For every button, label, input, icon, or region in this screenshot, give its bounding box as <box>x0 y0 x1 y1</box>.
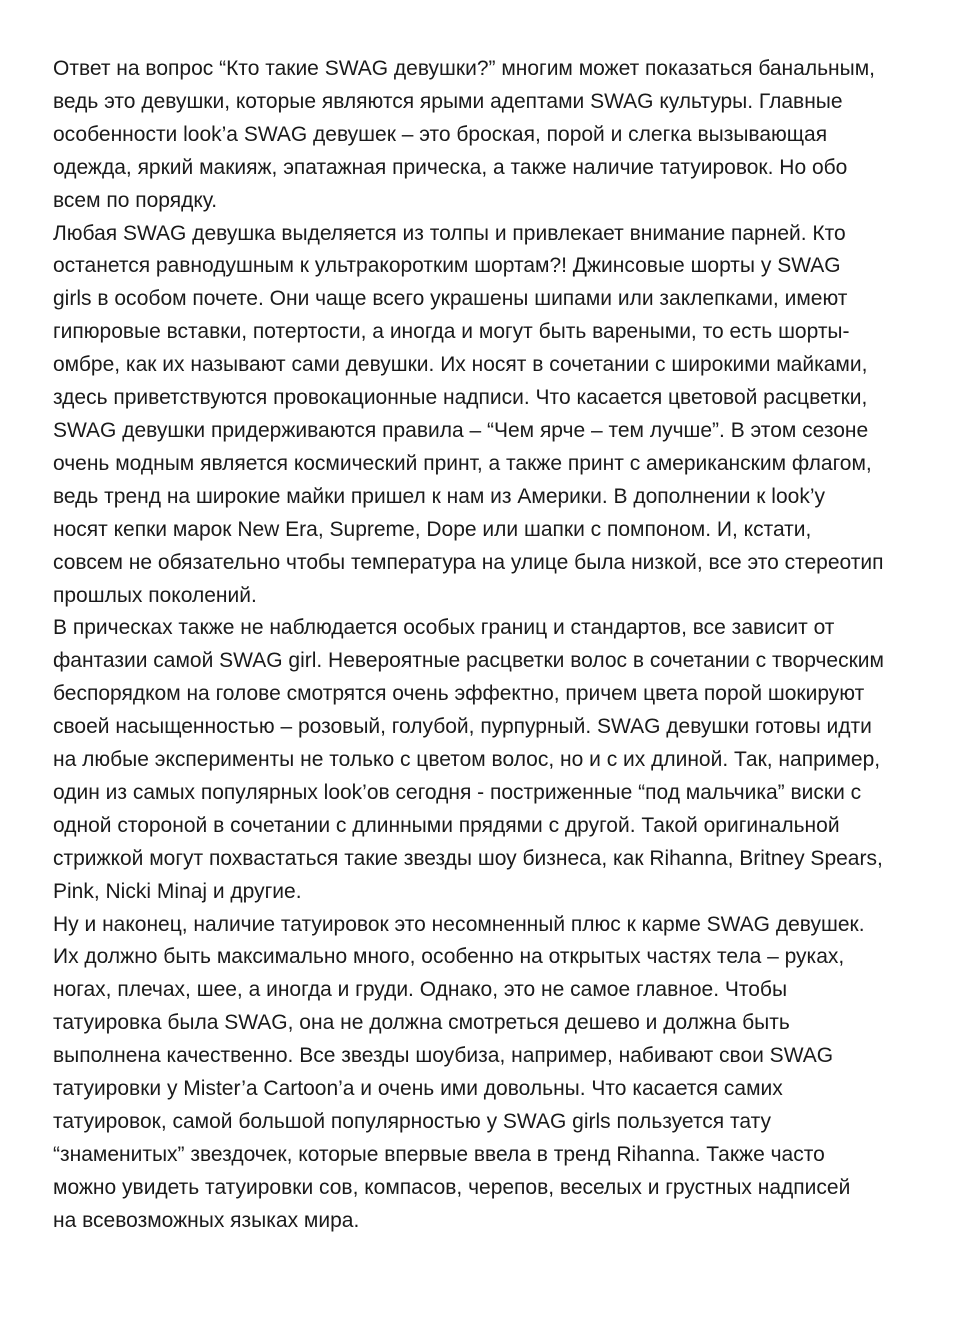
text-line: здесь приветствуются провокационные надписи. Что касается цветовой расцветки, <box>53 386 868 410</box>
text-line: носят кепки марок New Era, Supreme, Dope или шапки с помпоном. И, кстати, <box>53 517 812 541</box>
text-line: на всевозможных языках мира. <box>53 1208 360 1232</box>
text-line: Pink, Nicki Minaj и другие. <box>53 879 302 903</box>
text-line: омбре, как их называют сами девушки. Их носят в сочетании с широкими майками, <box>53 353 868 377</box>
text-line: один из самых популярных look’ов сегодня - постриженные “под мальчика” виски с <box>53 780 862 804</box>
text-line: всем по порядку. <box>53 188 218 212</box>
text-line: одной стороной в сочетании с длинными прядями с другой. Такой оригинальной <box>53 813 840 837</box>
text-line: фантазии самой SWAG girl. Невероятные расцветки волос в сочетании с творческим <box>53 649 884 673</box>
text-line: Их должно быть максимально много, особенно на открытых частях тела – руках, <box>53 945 845 969</box>
text-line: своей насыщенностью – розовый, голубой, пурпурный. SWAG девушки готовы идти <box>53 715 872 739</box>
text-line: можно увидеть татуировки сов, компасов, черепов, веселых и грустных надписей <box>53 1175 851 1199</box>
text-line: Любая SWAG девушка выделяется из толпы и привлекает внимание парней. Кто <box>53 221 846 245</box>
text-line: прошлых поколений. <box>53 583 257 607</box>
document-page <box>53 53 933 1238</box>
text-line: В прическах также не наблюдается особых границ и стандартов, все зависит от <box>53 616 835 640</box>
text-line: останется равнодушным к ультракоротким шортам?! Джинсовые шорты у SWAG <box>53 254 841 278</box>
text-line: гипюровые вставки, потертости, а иногда и могут быть вареными, то есть шорты- <box>53 320 850 344</box>
text-line: особенности look’a SWAG девушек – это броская, порой и слегка вызывающая <box>53 122 828 146</box>
paragraph-tattoos <box>53 909 933 1238</box>
text-line: ведь тренд на широкие майки пришел к нам из Америки. В дополнении к look’у <box>53 484 825 508</box>
text-line: очень модным является космический принт, а также принт с американским флагом, <box>53 451 872 475</box>
paragraph-clothing <box>53 218 933 613</box>
paragraph-hairstyles <box>53 612 933 908</box>
text-line: беспорядком на голове смотрятся очень эффектно, причем цвета порой шокируют <box>53 682 865 706</box>
text-line: стрижкой могут похвастаться такие звезды шоу бизнеса, как Rihanna, Britney Spears, <box>53 846 883 870</box>
text-line: Ответ на вопрос “Кто такие SWAG девушки?” многим может показаться банальным, <box>53 57 875 80</box>
text-line: Ну и наконец, наличие татуировок это несомненный плюс к карме SWAG девушек. <box>53 912 865 936</box>
text-line: татуировки у Mister’a Cartoon’a и очень ими довольны. Что касается самих <box>53 1077 783 1101</box>
text-line: ведь это девушки, которые являются ярыми адептами SWAG культуры. Главные <box>53 89 843 113</box>
paragraph-intro <box>53 53 933 218</box>
text-line: girls в особом почете. Они чаще всего украшены шипами или заклепками, имеют <box>53 287 848 311</box>
text-line: на любые эксперименты не только с цветом волос, но и с их длиной. Так, например, <box>53 748 881 772</box>
text-line: совсем не обязательно чтобы температура на улице была низкой, все это стереотип <box>53 550 884 574</box>
text-line: одежда, яркий макияж, эпатажная прическа, а также наличие татуировок. Но обо <box>53 155 848 179</box>
text-line: “знаменитых” звездочек, которые впервые ввела в тренд Rihanna. Также часто <box>53 1142 825 1166</box>
text-line: татуировка была SWAG, она не должна смотреться дешево и должна быть <box>53 1011 790 1035</box>
text-line: ногах, плечах, шее, а иногда и груди. Однако, это не самое главное. Чтобы <box>53 978 788 1002</box>
text-line: выполнена качественно. Все звезды шоубиза, например, набивают свои SWAG <box>53 1044 834 1068</box>
text-line: татуировок, самой большой популярностью у SWAG girls пользуется тату <box>53 1110 771 1133</box>
text-line: SWAG девушки придерживаются правила – “Чем ярче – тем лучше”. В этом сезоне <box>53 418 869 442</box>
